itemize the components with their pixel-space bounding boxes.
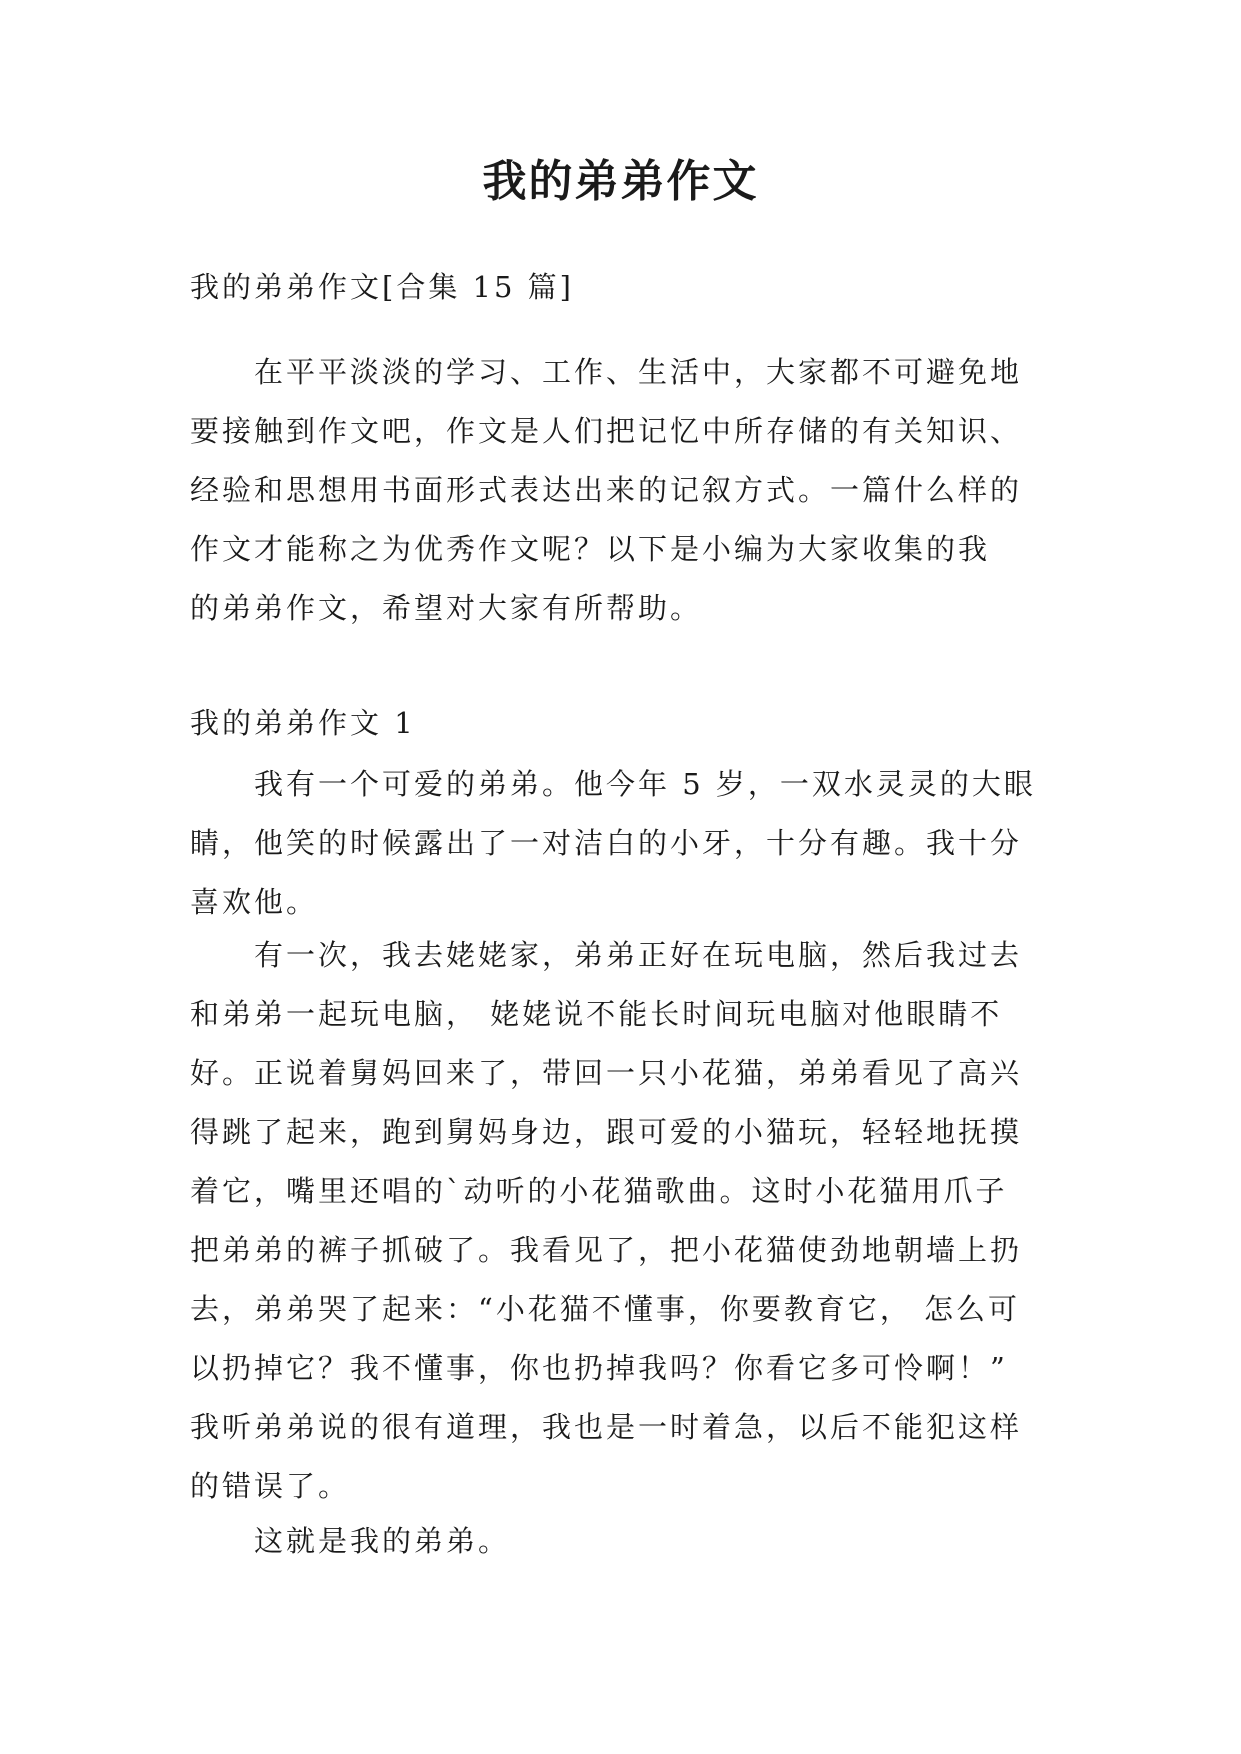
paragraph-1: 我有一个可爱的弟弟。他今年 5 岁，一双水灵灵的大眼 睛，他笑的时候露出了一对洁白的小牙，十分有趣。我十分 喜欢他。 — [190, 767, 1036, 919]
collection-heading: 我的弟弟作文[合集 15 篇] — [190, 270, 574, 304]
section-heading: 我的弟弟作文 1 — [190, 706, 416, 740]
intro-paragraph: 在平平淡淡的学习、工作、生活中，大家都不可避免地 要接触到作文吧，作文是人们把记忆中所存储的有关知识、 经验和思想用书面形式表达出来的记叙方式。一篇什么样的 作文才能称之为优秀作文呢？以下是小编为大家收集的我 的弟弟作文，希望对大家有所帮助。 — [190, 355, 1023, 625]
document-title: 我的弟弟作文 — [482, 156, 759, 207]
paragraph-3: 这就是我的弟弟。 — [254, 1524, 511, 1558]
paragraph-2: 有一次，我去姥姥家，弟弟正好在玩电脑，然后我过去 和弟弟一起玩电脑， 姥姥说不能长时间玩电脑对他眼睛不 好。正说着舅妈回来了，带回一只小花猫，弟弟看见了高兴 得跳了起来，跑到舅妈身边，跟可爱的小猫玩，轻轻地抚摸 着它，嘴里还唱的`动听的小花猫歌曲。这时小花猫用爪子 把弟弟的裤子抓破了。我看见了，把小花猫使劲地朝墙上扔 去，弟弟哭了起来：“小花猫不懂事，你要教育它， 怎么可 以扔掉它？我不懂事，你也扔掉我吗？你看它多可怜啊！” 我听弟弟说的很有道理，我也是一时着急，以后不能犯这样 的错误了。 — [190, 938, 1023, 1503]
